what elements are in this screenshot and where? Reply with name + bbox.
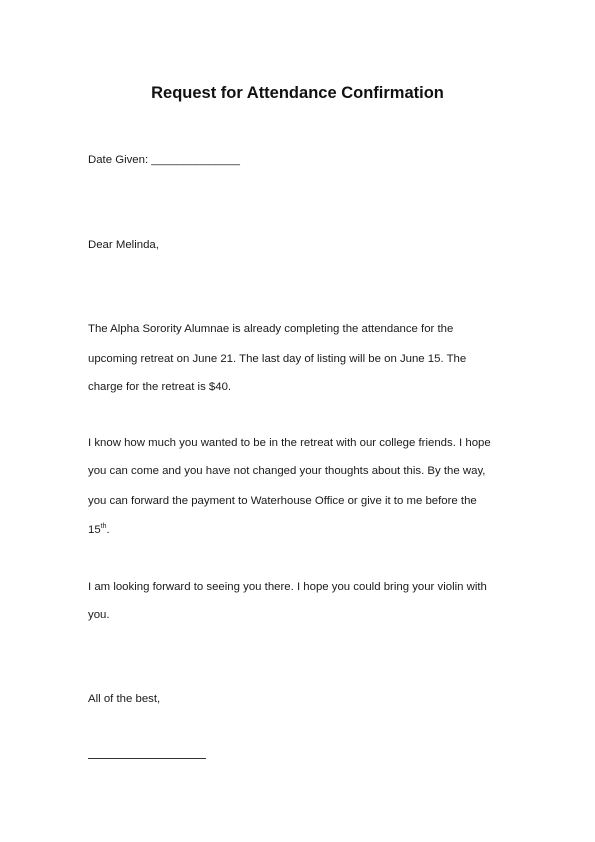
document-title: Request for Attendance Confirmation: [151, 84, 444, 102]
closing: All of the best,: [88, 693, 161, 705]
paragraph-2-line-2: you can come and you have not changed your thoughts about this. By the way,: [88, 465, 486, 477]
sentence-end: .: [106, 524, 110, 536]
date-given-line: Date Given: ______________: [88, 154, 240, 166]
paragraph-2-line-4: [88, 523, 110, 537]
paragraph-2-line-3: you can forward the payment to Waterhouse Office or give it to me before the: [88, 495, 477, 507]
signature-line: [88, 758, 206, 759]
salutation: Dear Melinda,: [88, 239, 159, 251]
paragraph-3-line-2: you.: [88, 609, 110, 621]
date-ordinal-suffix: th: [100, 523, 107, 531]
paragraph-1-line-3: charge for the retreat is $40.: [88, 381, 232, 393]
paragraph-3-line-1: I am looking forward to seeing you there. I hope you could bring your violin with: [88, 581, 487, 593]
paragraph-1-line-1: The Alpha Sorority Alumnae is already completing the attendance for the: [88, 323, 454, 335]
paragraph-2-line-1: I know how much you wanted to be in the retreat with our college friends. I hope: [88, 437, 491, 449]
date-number: 15: [88, 524, 101, 536]
paragraph-1-line-2: upcoming retreat on June 21. The last day of listing will be on June 15. The: [88, 353, 467, 365]
